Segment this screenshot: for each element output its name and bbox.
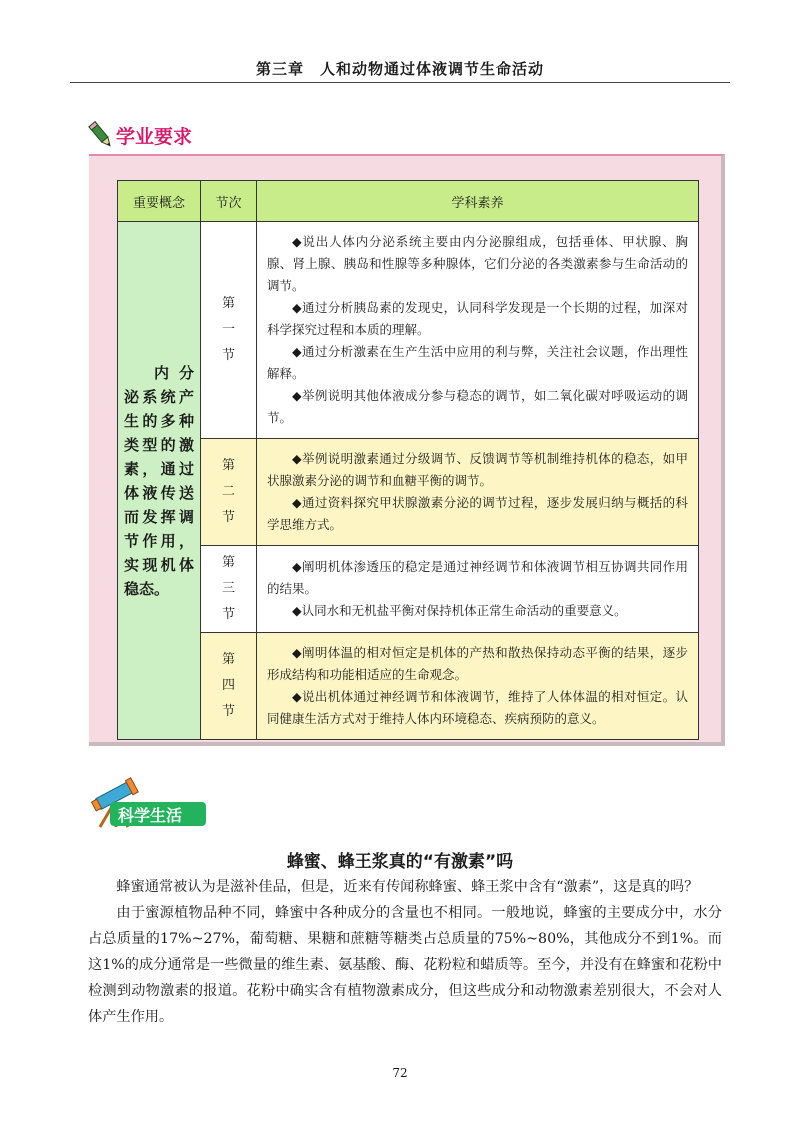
list-item: ◆举例说明激素通过分级调节、反馈调节等机制维持机体的稳态，如甲状腺激素分泌的调节和血糖平衡的调节。 [267,451,688,488]
section-label-4: 第 四 节 [201,633,257,740]
section-label-3: 第 三 节 [201,546,257,633]
table-row [118,633,699,740]
page-header [70,0,730,83]
list-item: ◆通过资料探究甲状腺激素分泌的调节过程，逐步发展归纳与概括的科学思维方式。 [267,495,688,532]
list-item: ◆阐明机体渗透压的稳定是通过神经调节和体液调节相互协调共同作用的结果。 [267,559,688,596]
section-2-points [257,439,699,546]
page-number: 72 [392,1066,408,1080]
requirements-table [117,180,699,740]
list-item: ◆说出人体内分泌系统主要由内分泌腺组成，包括垂体、甲状腺、胸腺、肾上腺、胰岛和性腺等多种腺体，它们分泌的各类激素参与生命活动的调节。 [267,234,688,293]
list-item: ◆认同水和无机盐平衡对保持机体正常生命活动的重要意义。 [292,603,627,618]
list-item: ◆阐明体温的相对恒定是机体的产热和散热保持动态平衡的结果，逐步形成结构和功能相适应的生命观念。 [267,645,688,682]
key-concept-cell: 内分泌系统产生的多种类型的激素，通过体液传送而发挥调节作用，实现机体稳态。 [118,222,201,740]
section-4-points [257,633,699,740]
chapter-title: 第三章 人和动物通过体液调节生命活动 [255,60,544,78]
section-3-points [257,546,699,633]
science-life-badge [110,802,206,826]
column-header-literacy: 学科素养 [257,181,699,222]
article-body [88,874,722,1030]
section-label-1: 第 一 节 [201,222,257,439]
column-header-section: 节次 [201,181,257,222]
article-paragraph: 蜂蜜通常被认为是滋补佳品，但是，近来有传闻称蜂蜜、蜂王浆中含有“激素”，这是真的吗？ [116,879,699,895]
list-item: ◆举例说明其他体液成分参与稳态的调节，如二氧化碳对呼吸运动的调节。 [267,388,688,425]
table-row [118,439,699,546]
table-row [118,546,699,633]
list-item: ◆通过分析激素在生产生活中应用的利与弊，关注社会议题，作出理性解释。 [267,344,688,381]
science-life-label: 科学生活 [118,806,183,825]
requirements-title: 学业要求 [116,126,193,148]
table-row [118,222,699,439]
list-item: ◆通过分析胰岛素的发现史，认同科学发现是一个长期的过程，加深对科学探究过程和本质的理解。 [267,300,688,337]
article-paragraph: 由于蜜源植物品种不同，蜂蜜中各种成分的含量也不相同。一般地说，蜂蜜的主要成分中，水分占总质量的17%~27%，葡萄糖、果糖和蔗糖等糖类占总质量的75%~80%，其他成分不到1%。而这1%的成分通常是一些微量的维生素、氨基酸、酶、花粉粒和蜡质等。至今，并没有在蜂蜜和花粉中检测到动物激素的报道。花粉中确实含有植物激素成分，但这些成分和动物激素差别很大，不会对人体产生作用。 [88,905,722,1025]
pencil-icon [88,120,114,150]
section-label-2: 第 二 节 [201,439,257,546]
table-header-row [118,181,699,222]
list-item: ◆说出机体通过神经调节和体液调节，维持了人体体温的相对恒定。认同健康生活方式对于维持人体内环境稳态、疾病预防的意义。 [267,689,688,726]
section-1-points [257,222,699,439]
column-header-concept: 重要概念 [118,181,201,222]
article-title: 蜂蜜、蜂王浆真的“有激素”吗 [286,852,514,872]
